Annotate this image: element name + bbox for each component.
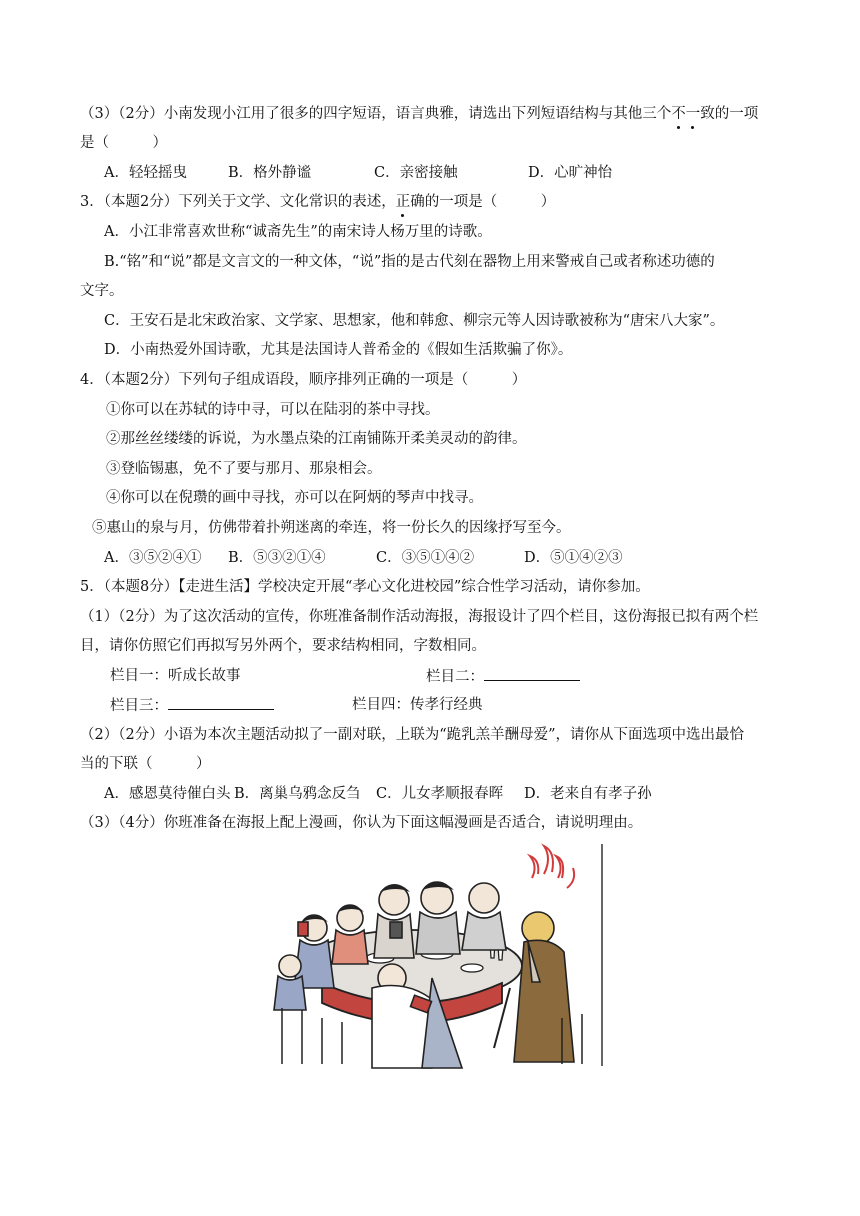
q4-option-d: D．⑤①④②③ xyxy=(524,550,623,566)
q5-column-4: 栏目四：传孝行经典 xyxy=(352,697,483,713)
q3-option-d: D．小南热爱外国诗歌，尤其是法国诗人普希金的《假如生活欺骗了你》。 xyxy=(104,342,573,358)
q2-3-option-d: D．心旷神怡 xyxy=(528,165,613,181)
q3-stem-text-b: 确的一项是（ ） xyxy=(410,194,556,210)
q5-column-2-label: 栏目二： xyxy=(426,669,484,685)
q2-3-stem-line2: 是（ ） xyxy=(80,135,167,151)
q4-sentence-3: ③登临锡惠，免不了要与那月、那泉相会。 xyxy=(106,461,382,477)
q5-column-3 xyxy=(110,695,274,716)
q5-column-3-label: 栏目三： xyxy=(110,698,168,714)
q5-column-1: 栏目一：听成长故事 xyxy=(110,668,241,684)
q4-sentence-2: ②那丝丝缕缕的诉说，为水墨点染的江南铺陈开柔美灵动的韵律。 xyxy=(106,431,527,447)
q5-1-line1: （1）（2分）为了这次活动的宣传，你班准备制作活动海报，海报设计了四个栏目，这份海报已拟有两个栏 xyxy=(80,609,759,625)
q5-column-2-blank[interactable] xyxy=(484,666,580,681)
q4-option-b: B．⑤③②①④ xyxy=(228,550,326,566)
q5-2-line2: 当的下联（ ） xyxy=(80,756,211,772)
q5-2-line1: （2）（2分）小语为本次主题活动拟了一副对联，上联为“跪乳羔羊酬母爱”，请你从下面选项中选出最恰 xyxy=(80,727,745,743)
q4-sentence-4: ④你可以在倪瓒的画中寻找，亦可以在阿炳的琴声中找寻。 xyxy=(106,490,483,506)
q3-option-c: C．王安石是北宋政治家、文学家、思想家，他和韩愈、柳宗元等人因诗歌被称为“唐宋八大家”。 xyxy=(104,313,725,329)
emphasis-char-1: 不 xyxy=(671,106,686,122)
q5-2-option-d: D．老来自有孝子孙 xyxy=(524,786,652,802)
q5-stem: 5．（本题8分）【走进生活】学校决定开展“孝心文化进校园”综合性学习活动，请你参加。 xyxy=(80,579,650,595)
q5-3-stem: （3）（4分）你班准备在海报上配上漫画，你认为下面这幅漫画是否适合，请说明理由。 xyxy=(80,815,643,831)
q5-2-option-c: C．儿女孝顺报春晖 xyxy=(376,786,504,802)
q5-1-line2: 目，请你仿照它们再拟写另外两个，要求结构相同，字数相同。 xyxy=(80,638,486,654)
q5-2-option-b: B．离巢乌鸦念反刍 xyxy=(234,786,361,802)
q5-column-2 xyxy=(426,666,580,687)
q2-3-option-b: B．格外静谧 xyxy=(228,165,312,181)
q2-3-stem-text-b: 致的一项 xyxy=(700,106,759,122)
q5-2-option-a: A．感恩莫待催白头 xyxy=(104,786,231,802)
q2-3-option-a: A．轻轻摇曳 xyxy=(104,165,187,181)
q4-stem: 4．（本题2分）下列句子组成语段，顺序排列正确的一项是（ ） xyxy=(80,372,527,388)
comic-illustration xyxy=(262,838,608,1070)
q4-sentence-1: ①你可以在苏轼的诗中寻，可以在陆羽的茶中寻找。 xyxy=(106,402,440,418)
emphasis-char-2: 一 xyxy=(685,106,701,122)
q4-sentence-5: ⑤惠山的泉与月，仿佛带着扑朔迷离的牵连，将一份长久的因缘抒写至今。 xyxy=(92,520,571,536)
q2-3-option-c: C．亲密接触 xyxy=(374,165,458,181)
q2-3-stem-text-a: （3）（2分）小南发现小江用了很多的四字短语，语言典雅，请选出下列短语结构与其他三个 xyxy=(80,106,672,122)
q3-option-b-line1: B.“铭”和“说”都是文言文的一种文体，“说”指的是古代刻在器物上用来警戒自己或者称述功德的 xyxy=(104,254,715,270)
q3-stem xyxy=(80,192,555,212)
q4-option-c: C．③⑤①④② xyxy=(376,550,475,566)
q4-option-a: A．③⑤②④① xyxy=(104,550,202,566)
q5-column-3-blank[interactable] xyxy=(168,695,274,710)
q3-option-a: A．小江非常喜欢世称“诚斋先生”的南宋诗人杨万里的诗歌。 xyxy=(104,224,492,240)
q2-3-stem-line1 xyxy=(80,104,758,124)
q3-stem-text-a: 3．（本题2分）下列关于文学、文化常识的表述， xyxy=(80,194,396,210)
child-figure xyxy=(274,955,306,1010)
emphasis-char-3: 正 xyxy=(395,194,411,210)
q3-option-b-line2: 文字。 xyxy=(80,283,124,299)
